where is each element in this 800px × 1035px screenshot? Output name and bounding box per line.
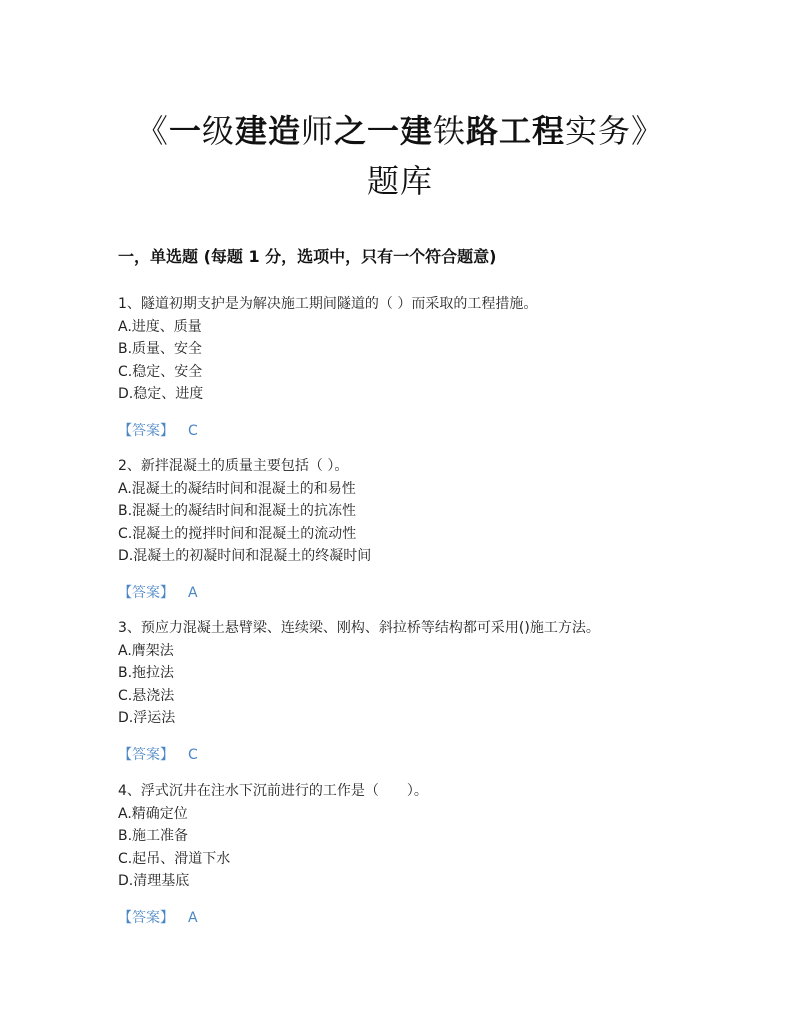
question-option: D.稳定、进度 — [118, 386, 204, 402]
question-option: A.膺架法 — [118, 642, 174, 659]
question-option: A.混凝土的凝结时间和混凝土的和易性 — [118, 480, 356, 497]
question-block — [118, 293, 718, 442]
question-stem: 1、隧道初期支护是为解决施工期间隧道的（ ）而采取的工程措施。 — [118, 296, 538, 312]
question-option: A.进度、质量 — [118, 318, 202, 335]
question-option: B.质量、安全 — [118, 341, 203, 357]
question-option: D.浮运法 — [118, 710, 176, 726]
title-segment: 铁 — [433, 112, 467, 150]
question-option: D.清理基底 — [118, 873, 190, 889]
answer-value: A — [188, 909, 198, 926]
question-block — [118, 780, 718, 929]
answer-value: C — [188, 746, 198, 763]
question-option: B.混凝土的凝结时间和混凝土的抗冻性 — [118, 503, 357, 519]
question-option: D.混凝土的初凝时间和混凝土的终凝时间 — [118, 548, 372, 564]
answer-label: 【答案】 — [118, 746, 174, 763]
answer-label: 【答案】 — [118, 584, 174, 601]
question-option: B.拖拉法 — [118, 665, 175, 681]
question-option: C.悬浇法 — [118, 687, 175, 704]
title-segment: 实务》 — [565, 112, 665, 150]
answer-label: 【答案】 — [118, 422, 174, 439]
answer-line — [118, 907, 718, 929]
question-stem: 2、新拌混凝土的质量主要包括（ ）。 — [118, 458, 349, 474]
question-block — [118, 455, 718, 604]
question-option: C.稳定、安全 — [118, 363, 203, 380]
question-stem: 4、浮式沉井在注水下沉前进行的工作是（ ）。 — [118, 783, 428, 799]
answer-line — [118, 420, 718, 442]
title-segment: 路工程 — [466, 112, 566, 150]
title-segment: 师 — [300, 112, 334, 150]
answer-line — [118, 582, 718, 604]
title-segment: 《 — [135, 112, 169, 150]
title-segment: 一 — [168, 112, 202, 150]
question-option: C.混凝土的搅拌时间和混凝土的流动性 — [118, 525, 357, 542]
answer-label: 【答案】 — [118, 909, 174, 926]
question-option: B.施工准备 — [118, 828, 189, 844]
answer-line — [118, 744, 718, 766]
title-segment: 级 — [201, 112, 235, 150]
title-segment: 建造 — [234, 112, 301, 150]
answer-value: A — [188, 584, 198, 601]
answer-value: C — [188, 422, 198, 439]
question-block — [118, 617, 718, 766]
question-stem: 3、预应力混凝土悬臂梁、连续梁、刚构、斜拉桥等结构都可采用()施工方法。 — [118, 620, 600, 636]
question-option: C.起吊、滑道下水 — [118, 850, 231, 867]
section-heading: 一，单选题 (每题 1 分，选项中，只有一个符合题意) — [118, 247, 497, 266]
title-segment: 之一建 — [334, 112, 434, 150]
document-title-line-1 — [0, 108, 800, 154]
question-option: A.精确定位 — [118, 805, 188, 822]
document-title-line-2: 题库 — [366, 162, 433, 200]
